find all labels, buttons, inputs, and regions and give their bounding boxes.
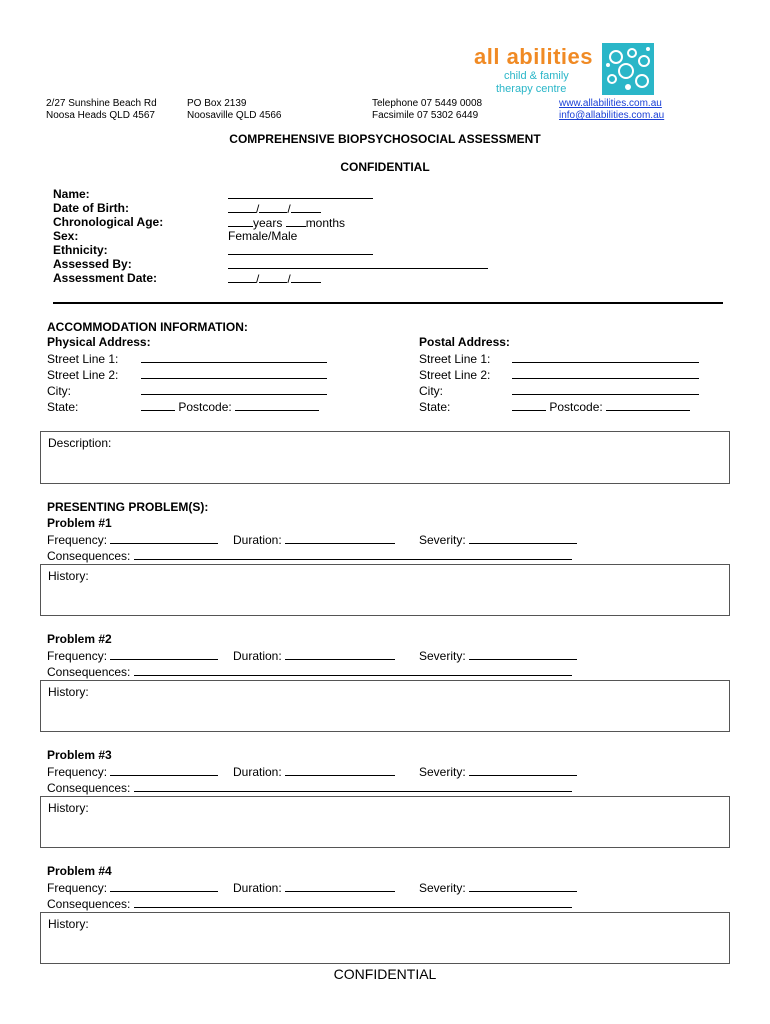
problem-block: Problem #1 Frequency: Duration: Severity: Consequences: History:: [0, 516, 770, 618]
problem-title: Problem #4: [47, 864, 112, 878]
assessment-date-month-field[interactable]: [259, 271, 287, 283]
name-field[interactable]: [228, 187, 373, 199]
physical-state-field[interactable]: [141, 399, 175, 411]
physical-address-heading: Physical Address:: [47, 335, 151, 349]
assessment-date-year-field[interactable]: [291, 271, 321, 283]
problem-block: Problem #3 Frequency: Duration: Severity: Consequences: History:: [0, 748, 770, 850]
assessment-date-label: Assessment Date:: [53, 271, 158, 285]
ethnicity-field[interactable]: [228, 243, 373, 255]
section-divider: [53, 302, 723, 304]
logo-bubbles-icon: [602, 43, 654, 95]
physical-street2-field[interactable]: [141, 367, 327, 379]
postal-state-field[interactable]: [512, 399, 546, 411]
duration-field[interactable]: [285, 880, 395, 892]
frequency-field[interactable]: [110, 648, 218, 660]
email-link[interactable]: info@allabilities.com.au: [559, 110, 665, 121]
postal-city-field[interactable]: [512, 383, 699, 395]
dob-day-field[interactable]: [228, 201, 256, 213]
dob-month-field[interactable]: [259, 201, 287, 213]
sex-value[interactable]: Female/Male: [228, 229, 298, 243]
history-box[interactable]: History:: [40, 680, 730, 732]
assessed-by-label: Assessed By:: [53, 257, 132, 271]
age-label: Chronological Age:: [53, 215, 164, 229]
physical-postcode-field[interactable]: [235, 399, 319, 411]
header-phone: Telephone 07 5449 0008 Facsimile 07 5302 6449: [372, 98, 483, 121]
postal-address-section: Postal Address: Street Line 1: Street Line 2: City: State: Postcode:: [419, 335, 699, 415]
problem-block: Problem #4 Frequency: Duration: Severity: Consequences: History:: [0, 864, 770, 966]
problem-title: Problem #2: [47, 632, 112, 646]
severity-field[interactable]: [469, 764, 577, 776]
frequency-field[interactable]: [110, 880, 218, 892]
consequences-field[interactable]: [134, 896, 572, 908]
confidential-heading: CONFIDENTIAL: [340, 160, 430, 174]
description-box[interactable]: [40, 431, 730, 484]
postal-street1-field[interactable]: [512, 351, 699, 363]
assessment-date-day-field[interactable]: [228, 271, 256, 283]
physical-address-section: Physical Address: Street Line 1: Street Line 2: City: State: Postcode:: [47, 335, 327, 415]
postal-street2-field[interactable]: [512, 367, 699, 379]
assessed-by-field[interactable]: [228, 257, 488, 269]
physical-city-field[interactable]: [141, 383, 327, 395]
problems-heading: PRESENTING PROBLEM(S):: [47, 500, 209, 514]
logo-brand-text: all abilities: [474, 44, 593, 69]
website-link[interactable]: www.allabilities.com.au: [559, 98, 662, 109]
dob-year-field[interactable]: [291, 201, 321, 213]
logo-tagline-1: child & family: [504, 70, 569, 82]
age-months-field[interactable]: [286, 215, 306, 227]
severity-field[interactable]: [469, 648, 577, 660]
consequences-field[interactable]: [134, 780, 572, 792]
logo-tagline-2: therapy centre: [496, 83, 567, 95]
frequency-field[interactable]: [110, 764, 218, 776]
frequency-field[interactable]: [110, 532, 218, 544]
sex-label: Sex:: [53, 229, 79, 243]
accommodation-heading: ACCOMMODATION INFORMATION:: [47, 320, 248, 334]
postal-postcode-field[interactable]: [606, 399, 690, 411]
logo: [474, 40, 664, 100]
duration-field[interactable]: [285, 532, 395, 544]
consequences-field[interactable]: [134, 548, 572, 560]
age-years-field[interactable]: [228, 215, 253, 227]
problem-block: Problem #2 Frequency: Duration: Severity: Consequences: History:: [0, 632, 770, 734]
name-label: Name:: [53, 187, 90, 201]
page-title: COMPREHENSIVE BIOPSYCHOSOCIAL ASSESSMENT: [229, 132, 541, 146]
header-contacts: [559, 98, 664, 122]
duration-field[interactable]: [285, 764, 395, 776]
problem-title: Problem #3: [47, 748, 112, 762]
consequences-field[interactable]: [134, 664, 572, 676]
severity-field[interactable]: [469, 880, 577, 892]
severity-field[interactable]: [469, 532, 577, 544]
footer-confidential: CONFIDENTIAL: [333, 966, 437, 982]
postal-address-heading: Postal Address:: [419, 335, 510, 349]
description-label: Description:: [48, 436, 112, 450]
history-box[interactable]: History:: [40, 796, 730, 848]
ethnicity-label: Ethnicity:: [53, 243, 108, 257]
dob-label: Date of Birth:: [53, 201, 129, 215]
problem-title: Problem #1: [47, 516, 112, 530]
client-labels: [53, 187, 163, 285]
header-po-box: PO Box 2139 Noosaville QLD 4566: [187, 98, 282, 121]
history-box[interactable]: History:: [40, 912, 730, 964]
client-values: / / years months Female/Male / /: [228, 187, 488, 285]
physical-street1-field[interactable]: [141, 351, 327, 363]
history-box[interactable]: History:: [40, 564, 730, 616]
header-street-address: 2/27 Sunshine Beach Rd Noosa Heads QLD 4567: [46, 98, 157, 121]
duration-field[interactable]: [285, 648, 395, 660]
